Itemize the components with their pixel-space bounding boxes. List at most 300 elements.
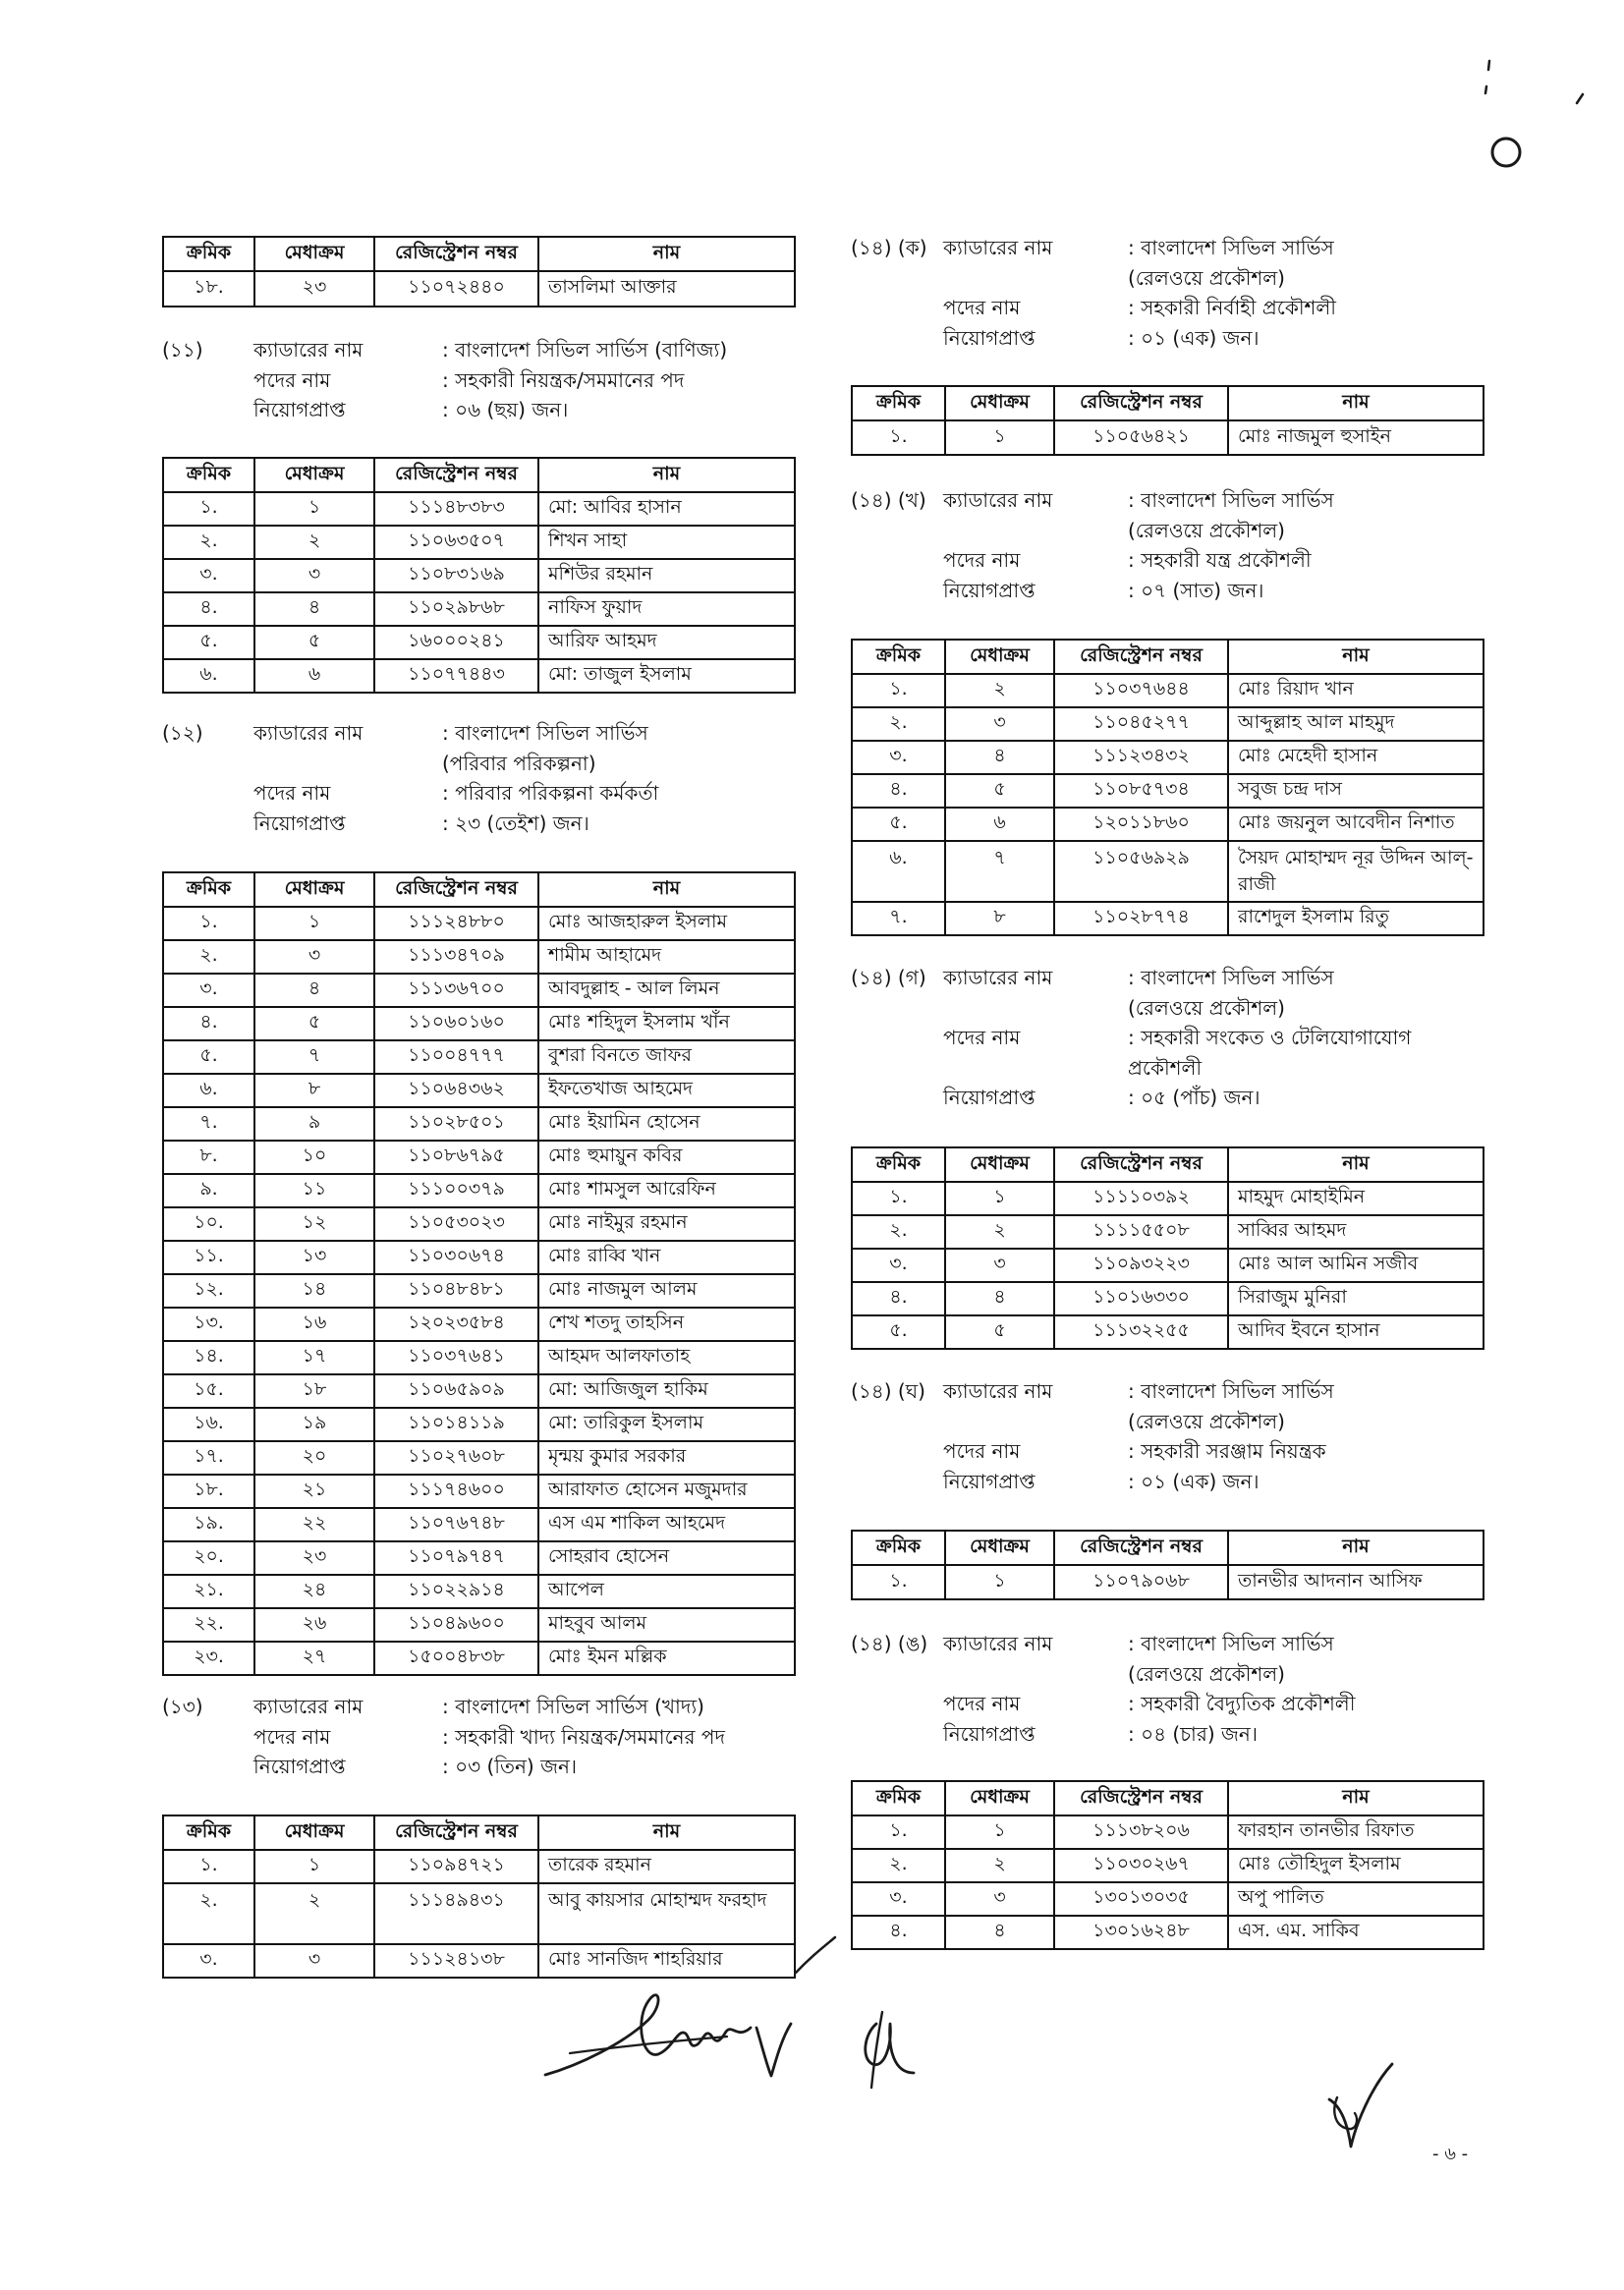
section-14-ka-details xyxy=(851,233,1482,353)
header-name: নাম xyxy=(1228,1531,1484,1565)
cell-name: নাফিস ফুয়াদ xyxy=(538,592,795,626)
header-reg: রেজিস্ট্রেশন নম্বর xyxy=(1054,1781,1228,1815)
table-header xyxy=(163,872,795,907)
post-label: পদের নাম xyxy=(943,1026,1021,1049)
spacer xyxy=(851,263,943,294)
cell-serial: ৭. xyxy=(852,902,945,935)
section-14-kha-table xyxy=(851,639,1484,936)
spacer xyxy=(851,993,943,1024)
header-row xyxy=(852,1147,1484,1182)
cell-reg: ১৩০১৩০৩৫ xyxy=(1054,1882,1228,1916)
spacer xyxy=(851,323,943,354)
cell-serial: ৩. xyxy=(852,1882,945,1916)
cell-merit: ১৪ xyxy=(254,1274,374,1308)
cadre-label: ক্যাডারের নাম xyxy=(943,966,1053,989)
section-14-gha-table xyxy=(851,1530,1484,1600)
table-row xyxy=(852,1282,1484,1315)
cell-name: মোঃ হুমায়ুন কবির xyxy=(538,1141,795,1174)
signature-stroke xyxy=(866,2024,914,2073)
cadre-detail: (বাণিজ্য) xyxy=(654,338,728,362)
spacer xyxy=(851,1467,943,1497)
spacer xyxy=(253,749,442,779)
cell-reg: ১১০০৪৭৭৭ xyxy=(374,1040,538,1074)
header-row xyxy=(852,640,1484,674)
section-number: (১৪) (খ) xyxy=(851,488,926,512)
spacer xyxy=(943,516,1128,546)
header-reg: রেজিস্ট্রেশন নম্বর xyxy=(374,237,538,271)
cell-reg: ১১০৩৭৬৪১ xyxy=(374,1341,538,1374)
post-value: : পরিবার পরিকল্পনা কর্মকর্তা xyxy=(442,781,659,805)
cell-serial: ৫. xyxy=(852,808,945,841)
cell-reg: ১১০৯৩২২৩ xyxy=(1054,1249,1228,1282)
spacer xyxy=(162,809,253,839)
cadre-name: : বাংলাদেশ সিভিল সার্ভিস xyxy=(1128,488,1334,512)
cadre-detail: (রেলওয়ে প্রকৌশল) xyxy=(1128,1661,1285,1686)
cell-name: আব্দুল্লাহ আল মাহমুদ xyxy=(1228,707,1484,741)
post-label: পদের নাম xyxy=(943,1439,1021,1463)
spacer xyxy=(851,1023,943,1083)
cell-name: মশিউর রহমান xyxy=(538,559,795,592)
header-reg: রেজিস্ট্রেশন নম্বর xyxy=(1054,386,1228,420)
cell-merit: ১ xyxy=(945,420,1054,455)
header-serial: ক্রমিক xyxy=(852,1147,945,1182)
table-row xyxy=(163,1308,795,1341)
cell-merit: ১১ xyxy=(254,1174,374,1207)
cell-name: আবদুল্লাহ - আল লিমন xyxy=(538,974,795,1007)
cell-reg: ১১০৭৯৭৪৭ xyxy=(374,1541,538,1575)
cell-merit: ৪ xyxy=(254,592,374,626)
header-name: নাম xyxy=(538,237,795,271)
cell-reg: ১১১৩২২৫৫ xyxy=(1054,1315,1228,1349)
header-merit: মেধাক্রম xyxy=(254,1815,374,1850)
table-body xyxy=(852,1182,1484,1349)
cell-name: আবু কায়সার মোহাম্মদ ফরহাদ xyxy=(538,1883,795,1944)
cell-reg: ১১০৮৫৭৩৪ xyxy=(1054,774,1228,808)
table-row xyxy=(163,1107,795,1141)
cell-reg: ১১০৩৭৬৪৪ xyxy=(1054,674,1228,707)
header-serial: ক্রমিক xyxy=(852,640,945,674)
cell-merit: ২৩ xyxy=(254,271,374,307)
section-number: (১১) xyxy=(162,338,203,362)
cell-merit: ২ xyxy=(945,674,1054,707)
cell-merit: ৩ xyxy=(254,940,374,974)
table-row xyxy=(163,1374,795,1408)
table-row xyxy=(163,1475,795,1508)
cell-serial: ১. xyxy=(852,420,945,455)
cell-merit: ১ xyxy=(254,907,374,940)
cell-reg: ১১০৬০১৬০ xyxy=(374,1007,538,1040)
cell-serial: ১. xyxy=(163,907,254,940)
spacer xyxy=(162,778,253,809)
cell-reg: ১১০৮৬৭৯৫ xyxy=(374,1141,538,1174)
cell-name: মোঃ রাব্বি খান xyxy=(538,1241,795,1274)
table-row xyxy=(852,808,1484,841)
cell-reg: ১১০৪৫২৭৭ xyxy=(1054,707,1228,741)
table-row xyxy=(163,1408,795,1441)
appointed-label: নিয়োগপ্রাপ্ত xyxy=(943,325,1036,350)
cadre-name: : বাংলাদেশ সিভিল সার্ভিস xyxy=(1128,236,1334,259)
table-row xyxy=(163,1608,795,1642)
cell-merit: ২৩ xyxy=(254,1541,374,1575)
cell-name: আরিফ আহমদ xyxy=(538,626,795,659)
header-name: নাম xyxy=(538,1815,795,1850)
header-merit: মেধাক্রম xyxy=(254,237,374,271)
spacer xyxy=(851,1407,943,1437)
initial-stroke xyxy=(1329,2064,1392,2147)
header-serial: ক্রমিক xyxy=(852,1781,945,1815)
cell-reg: ১১০২৯৮৬৮ xyxy=(374,592,538,626)
cell-serial: ৬. xyxy=(852,841,945,902)
table-row xyxy=(163,1850,795,1883)
header-row xyxy=(163,872,795,907)
table-row xyxy=(852,674,1484,707)
table-row xyxy=(163,1207,795,1241)
cell-merit: ৫ xyxy=(945,1315,1054,1349)
cadre-value xyxy=(442,335,796,365)
table-row xyxy=(852,841,1484,902)
cell-name: মোঃ নাইমুর রহমান xyxy=(538,1207,795,1241)
table-header xyxy=(163,237,795,271)
cadre-name: : বাংলাদেশ সিভিল সার্ভিস xyxy=(1128,966,1334,989)
cell-name: মো: তাজুল ইসলাম xyxy=(538,659,795,693)
cell-reg: ১১০১৬৩৩০ xyxy=(1054,1282,1228,1315)
cell-reg: ১১০৬৫৯০৯ xyxy=(374,1374,538,1408)
table-row xyxy=(163,940,795,974)
cell-name: মোঃ আজহারুল ইসলাম xyxy=(538,907,795,940)
cell-serial: ২. xyxy=(852,707,945,741)
cell-merit: ৩ xyxy=(945,1249,1054,1282)
cell-serial: ২. xyxy=(852,1849,945,1882)
spacer xyxy=(943,1407,1128,1437)
cell-merit: ৭ xyxy=(945,841,1054,902)
cadre-detail: (খাদ্য) xyxy=(654,1695,704,1718)
appointed-value: : ০৪ (চার) জন। xyxy=(1128,1721,1258,1746)
cell-reg: ১১১৩৮২০৬ xyxy=(1054,1815,1228,1849)
table-row xyxy=(163,1040,795,1074)
cell-name: তানভীর আদনান আসিফ xyxy=(1228,1565,1484,1599)
cell-serial: ৩. xyxy=(163,1944,254,1978)
table-row xyxy=(852,774,1484,808)
cell-merit: ১ xyxy=(945,1182,1054,1215)
cell-reg: ১১১০০৩৭৯ xyxy=(374,1174,538,1207)
section-14-ga-details xyxy=(851,963,1482,1113)
section-number: (১৪) (ক) xyxy=(851,236,927,259)
cell-merit: ৪ xyxy=(254,974,374,1007)
cell-serial: ১. xyxy=(852,1815,945,1849)
cell-merit: ৩ xyxy=(945,707,1054,741)
appointed-value: : ০১ (এক) জন। xyxy=(1128,325,1260,350)
spacer xyxy=(851,576,943,606)
cadre-name: : বাংলাদেশ সিভিল সার্ভিস xyxy=(442,338,648,362)
appointed-label: নিয়োগপ্রাপ্ত xyxy=(253,810,346,835)
cell-serial: ১২. xyxy=(163,1274,254,1308)
cell-merit: ৪ xyxy=(945,1282,1054,1315)
cell-serial: ৬. xyxy=(163,1074,254,1107)
header-merit: মেধাক্রম xyxy=(945,640,1054,674)
header-name: নাম xyxy=(1228,1781,1484,1815)
cell-merit: ৬ xyxy=(945,808,1054,841)
pen-tick xyxy=(1488,61,1489,70)
table-row xyxy=(163,1883,795,1944)
table-row xyxy=(163,626,795,659)
post-value: : সহকারী নিয়ন্ত্রক/সমমানের পদ xyxy=(442,367,685,392)
cell-merit: ২৬ xyxy=(254,1608,374,1642)
cell-merit: ২৭ xyxy=(254,1642,374,1675)
cell-name: মৃন্ময় কুমার সরকার xyxy=(538,1441,795,1475)
header-serial: ক্রমিক xyxy=(163,1815,254,1850)
section-11-details xyxy=(162,335,796,425)
cell-merit: ৮ xyxy=(945,902,1054,935)
cell-reg: ১১১২৪৮৮০ xyxy=(374,907,538,940)
cell-name: শেখ শতদু তাহসিন xyxy=(538,1308,795,1341)
table-row xyxy=(163,1007,795,1040)
table-row xyxy=(163,1441,795,1475)
header-name: নাম xyxy=(1228,640,1484,674)
cell-serial: ১১. xyxy=(163,1241,254,1274)
header-reg: রেজিস্ট্রেশন নম্বর xyxy=(1054,640,1228,674)
section-11-table xyxy=(162,457,796,694)
table-row xyxy=(852,1565,1484,1599)
cell-reg: ১১০৬৩৫০৭ xyxy=(374,526,538,559)
cell-reg: ১৩০১৬২৪৮ xyxy=(1054,1916,1228,1949)
table-body xyxy=(163,907,795,1675)
cell-serial: ১. xyxy=(852,674,945,707)
cell-serial: ৩. xyxy=(163,559,254,592)
table-row xyxy=(163,1341,795,1374)
cadre-name: : বাংলাদেশ সিভিল সার্ভিস xyxy=(1128,1379,1334,1403)
cadre-label: ক্যাডারের নাম xyxy=(943,1632,1053,1655)
appointed-value: : ০৩ (তিন) জন। xyxy=(442,1755,578,1778)
cell-reg: ১১০৫৩০২৩ xyxy=(374,1207,538,1241)
cadre-label: ক্যাডারের নাম xyxy=(943,488,1053,512)
cell-serial: ২২. xyxy=(163,1608,254,1642)
cell-merit: ২১ xyxy=(254,1475,374,1508)
table-body xyxy=(852,674,1484,935)
spacer xyxy=(162,749,253,779)
header-merit: মেধাক্রম xyxy=(254,458,374,492)
cell-reg: ১১০২৮৭৭৪ xyxy=(1054,902,1228,935)
cell-serial: ৩. xyxy=(852,1249,945,1282)
spacer xyxy=(162,395,253,425)
cell-serial: ১৫. xyxy=(163,1374,254,1408)
cell-name: রাশেদুল ইসলাম রিতু xyxy=(1228,902,1484,935)
cell-serial: ১৪. xyxy=(163,1341,254,1374)
header-merit: মেধাক্রম xyxy=(945,386,1054,420)
table-row xyxy=(163,526,795,559)
cell-name: ইফতেখাজ আহমেদ xyxy=(538,1074,795,1107)
cadre-label: ক্যাডারের নাম xyxy=(943,236,1053,259)
cell-name: মোঃ শামসুল আরেফিন xyxy=(538,1174,795,1207)
appointed-label: নিয়োগপ্রাপ্ত xyxy=(943,1721,1036,1746)
cell-name: আদিব ইবনে হাসান xyxy=(1228,1315,1484,1349)
cell-merit: ১৯ xyxy=(254,1408,374,1441)
header-merit: মেধাক্রম xyxy=(945,1147,1054,1182)
cell-name: মোঃ রিয়াদ খান xyxy=(1228,674,1484,707)
table-header xyxy=(852,386,1484,420)
spacer xyxy=(851,1659,943,1690)
cadre-value xyxy=(442,1692,796,1722)
cell-name: আরাফাত হোসেন মজুমদার xyxy=(538,1475,795,1508)
cell-serial: ৩. xyxy=(852,741,945,774)
cell-reg: ১১০৭৭৪৪৩ xyxy=(374,659,538,693)
header-row xyxy=(852,1781,1484,1815)
cell-name: এস. এম. সাকিব xyxy=(1228,1916,1484,1949)
signature-stroke xyxy=(570,2037,727,2053)
cell-reg: ১১০২৮৫০১ xyxy=(374,1107,538,1141)
cell-serial: ১. xyxy=(163,492,254,526)
appointed-value: : ০৬ (ছয়) জন। xyxy=(442,398,569,421)
section-number: (১৩) xyxy=(162,1695,203,1718)
cell-merit: ১ xyxy=(254,1850,374,1883)
handwritten-marks xyxy=(1469,49,1606,187)
cadre-name: : বাংলাদেশ সিভিল সার্ভিস xyxy=(442,721,648,745)
cell-serial: ১০. xyxy=(163,1207,254,1241)
cell-merit: ১৮ xyxy=(254,1374,374,1408)
section-14-kha-details xyxy=(851,485,1482,605)
cadre-name: : বাংলাদেশ সিভিল সার্ভিস xyxy=(442,1695,648,1718)
cell-merit: ৩ xyxy=(254,559,374,592)
signature-stroke xyxy=(796,1937,835,1973)
cell-serial: ৪. xyxy=(852,1282,945,1315)
cell-name: মো: আবির হাসান xyxy=(538,492,795,526)
cell-reg: ১১১২৪১৩৮ xyxy=(374,1944,538,1978)
spacer xyxy=(162,1722,253,1753)
cell-serial: ৫. xyxy=(163,626,254,659)
section-number: (১৪) (ঙ) xyxy=(851,1632,928,1655)
table-row xyxy=(852,1815,1484,1849)
header-name: নাম xyxy=(1228,1147,1484,1182)
appointed-value: : ০১ (এক) জন। xyxy=(1128,1469,1260,1493)
cell-name: সোহরাব হোসেন xyxy=(538,1541,795,1575)
spacer xyxy=(851,293,943,323)
cell-serial: ৫. xyxy=(163,1040,254,1074)
cadre-label: ক্যাডারের নাম xyxy=(943,1379,1053,1403)
cell-serial: ১৭. xyxy=(163,1441,254,1475)
cell-reg: ১১০৪৯৬০০ xyxy=(374,1608,538,1642)
cell-serial: ৪. xyxy=(163,1007,254,1040)
circle-mark xyxy=(1492,139,1520,166)
cell-name: বুশরা বিনতে জাফর xyxy=(538,1040,795,1074)
cell-merit: ৭ xyxy=(254,1040,374,1074)
cell-name: আহমদ আলফাতাহ xyxy=(538,1341,795,1374)
table-row xyxy=(163,559,795,592)
header-merit: মেধাক্রম xyxy=(945,1531,1054,1565)
cell-reg: ১১০৩০২৬৭ xyxy=(1054,1849,1228,1882)
cell-name: তাসলিমা আক্তার xyxy=(538,271,795,307)
appointed-label: নিয়োগপ্রাপ্ত xyxy=(943,1469,1036,1493)
header-merit: মেধাক্রম xyxy=(254,872,374,907)
cell-reg: ১৫০০৪৮৩৮ xyxy=(374,1642,538,1675)
header-reg: রেজিস্ট্রেশন নম্বর xyxy=(1054,1531,1228,1565)
header-row xyxy=(163,1815,795,1850)
cell-name: সৈয়দ মোহাম্মদ নূর উদ্দিন আল্-রাজী xyxy=(1228,841,1484,902)
cell-serial: ২. xyxy=(852,1215,945,1249)
table-row xyxy=(163,271,795,307)
cell-merit: ২৪ xyxy=(254,1575,374,1608)
section-number: (১৪) (ঘ) xyxy=(851,1379,925,1403)
cell-name: শিখন সাহা xyxy=(538,526,795,559)
cell-reg: ১১০৭৯০৬৮ xyxy=(1054,1565,1228,1599)
cell-name: মোঃ আল আমিন সজীব xyxy=(1228,1249,1484,1282)
cell-merit: ১২ xyxy=(254,1207,374,1241)
cell-name: মো: আজিজুল হাকিম xyxy=(538,1374,795,1408)
post-label: পদের নাম xyxy=(253,781,331,805)
cell-name: মো: তারিকুল ইসলাম xyxy=(538,1408,795,1441)
cell-reg: ১১০৫৬৯২৯ xyxy=(1054,841,1228,902)
cell-merit: ২ xyxy=(254,526,374,559)
section-12-details xyxy=(162,718,796,838)
table-body xyxy=(852,420,1484,455)
cell-reg: ১১০১৪১১৯ xyxy=(374,1408,538,1441)
spacer xyxy=(943,993,1128,1024)
cell-serial: ৪. xyxy=(852,774,945,808)
cell-reg: ১১০৩০৬৭৪ xyxy=(374,1241,538,1274)
cell-merit: ১ xyxy=(945,1565,1054,1599)
header-merit: মেধাক্রম xyxy=(945,1781,1054,1815)
appointed-label: নিয়োগপ্রাপ্ত xyxy=(253,398,346,421)
cell-merit: ২ xyxy=(945,1849,1054,1882)
cell-reg: ১১১২৩৪৩২ xyxy=(1054,741,1228,774)
page-number: - ৬ - xyxy=(1432,2144,1469,2164)
post-value: : সহকারী খাদ্য নিয়ন্ত্রক/সমমানের পদ xyxy=(442,1724,725,1749)
section-12-table xyxy=(162,871,796,1676)
table-body xyxy=(852,1565,1484,1599)
table-row xyxy=(852,1215,1484,1249)
cell-merit: ২ xyxy=(945,1215,1054,1249)
pen-tick xyxy=(1577,94,1583,103)
cell-name: মোঃ নাজমুল হুসাইন xyxy=(1228,420,1484,455)
signature-stroke xyxy=(871,2012,882,2088)
spacer xyxy=(851,545,943,576)
cell-serial: ৯. xyxy=(163,1174,254,1207)
cell-serial: ৭. xyxy=(163,1107,254,1141)
cell-merit: ৪ xyxy=(945,1916,1054,1949)
table-row xyxy=(852,707,1484,741)
section-13-details xyxy=(162,1692,796,1782)
spacer xyxy=(851,1689,943,1719)
cell-reg: ১২০১১৮৬০ xyxy=(1054,808,1228,841)
cell-merit: ১ xyxy=(254,492,374,526)
cell-serial: ২৩. xyxy=(163,1642,254,1675)
cell-serial: ১৮. xyxy=(163,1475,254,1508)
cell-serial: ২. xyxy=(163,526,254,559)
table-header xyxy=(852,1147,1484,1182)
section-14-ka-table xyxy=(851,385,1484,456)
cell-name: অপু পালিত xyxy=(1228,1882,1484,1916)
appointed-label: নিয়োগপ্রাপ্ত xyxy=(253,1755,346,1778)
cell-name: মোঃ ইয়ামিন হোসেন xyxy=(538,1107,795,1141)
cell-merit: ১৭ xyxy=(254,1341,374,1374)
cadre-detail: (পরিবার পরিকল্পনা) xyxy=(442,751,596,775)
cell-name: মোঃ তৌহিদুল ইসলাম xyxy=(1228,1849,1484,1882)
cell-name: মোঃ নাজমুল আলম xyxy=(538,1274,795,1308)
table-row xyxy=(852,741,1484,774)
table-row xyxy=(163,1508,795,1541)
table-body xyxy=(163,492,795,693)
appointed-value: : ০৫ (পাঁচ) জন। xyxy=(1128,1086,1260,1109)
cell-merit: ২২ xyxy=(254,1508,374,1541)
cell-name: আপেল xyxy=(538,1575,795,1608)
header-row xyxy=(163,237,795,271)
section-number: (১২) xyxy=(162,721,203,745)
cell-serial: ১৯. xyxy=(163,1508,254,1541)
table-row xyxy=(163,1074,795,1107)
cell-serial: ১৩. xyxy=(163,1308,254,1341)
table-row xyxy=(163,492,795,526)
cell-reg: ১১০৫৬৪২১ xyxy=(1054,420,1228,455)
section-14-ga-table xyxy=(851,1146,1484,1350)
cell-merit: ৩ xyxy=(254,1944,374,1978)
